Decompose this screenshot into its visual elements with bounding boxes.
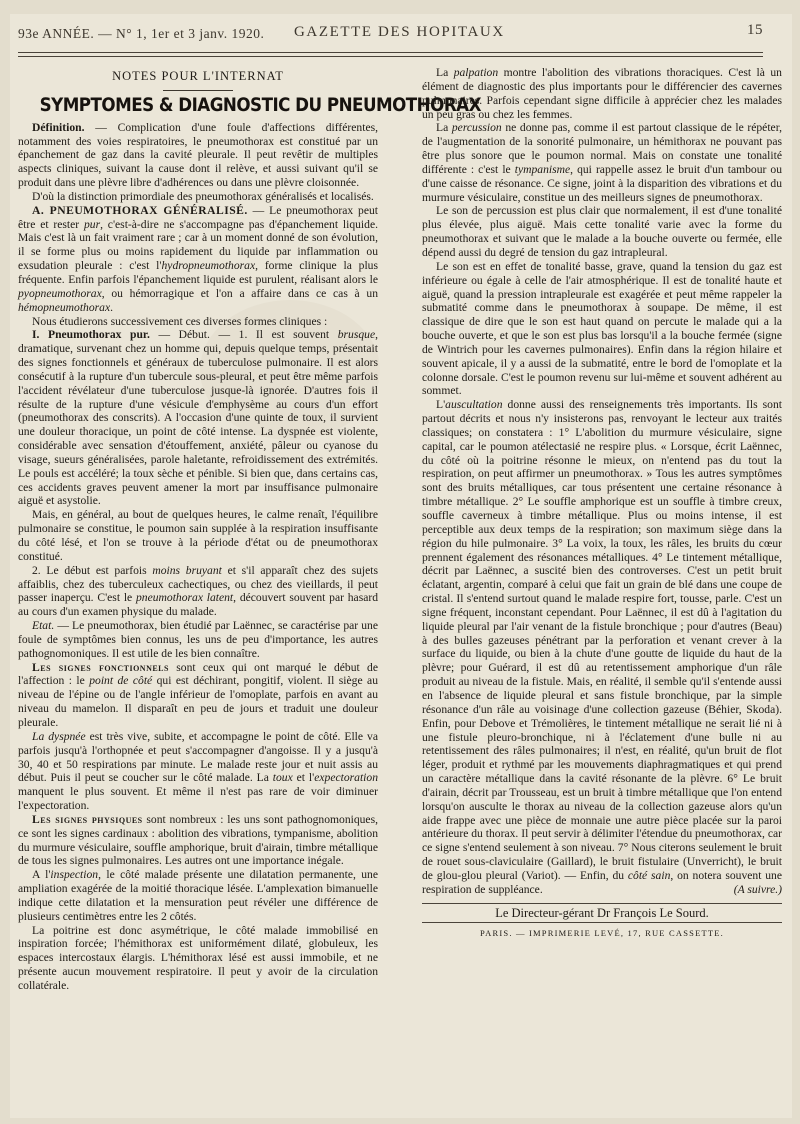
paragraph-text: , dramatique, survenant chez un homme qui, depuis quelque temps, présentait des signes fonctionnels et généraux de tuberculose pulmonaire. Il est alors consécutif à la rupture d'un tubercule sous-pleural, et peut être même parfois l'accident révélateur d'une tuberculose jusque-là ignorée. D'autres fois il résulte de la rupture d'une vésicule d'emphysème au cours d'un effort (pneumothorax des conscrits). A l'occasion d'une quinte de toux, il survient une douleur thoracique, un point de côté intense. La dyspnée est violente, considérable avec sensation d'étouffement, anxiété, pâleur ou cyanose du visage, sueurs généralisées, parole haletante, refroidissement des extrémités. Le pouls est accéléré; la toux sèche et pénible. Si bien que, dans certains cas, ces accidents graves peuvent amener la mort par insuffisance pulmonaire aiguë et asystolie. (18, 328, 378, 508)
italic-term: toux (272, 771, 293, 785)
paragraph-text: ne donne pas, comme il est partout classique de le répéter, de l'augmentation de la sonorité pulmonaire, un hémithorax ne pouvant pas être plus sonore que le poumon normal. Mais on constate une tonalité différente : c'est le (422, 121, 782, 176)
paragraph-definition (18, 121, 378, 190)
subsection-label: I. Pneumothorax pur. (32, 328, 150, 342)
issue-line: 93e ANNÉE. — N° 1, 1er et 3 janv. 1920. (18, 26, 265, 41)
paragraph-palpation (422, 66, 782, 121)
italic-term: hydropneumothorax (161, 259, 256, 273)
paragraph-text: , découvert souvent par hasard au cours d'un examen physique du malade. (18, 591, 379, 619)
term-definition: Définition. (32, 120, 85, 134)
paragraph-text: La (436, 66, 454, 79)
to-be-continued: (A suivre.) (733, 882, 782, 896)
italic-term: percussion (451, 121, 502, 135)
italic-term: brusque (337, 328, 376, 342)
paragraph-son-clair: Le son de percussion est plus clair que normalement, il est d'une tonalité plus élevée, plus aiguë. Mais cette tonalité varie avec la forme du pneumothorax et suivant que le malade a la bouche ouverte ou fermée, elle dépend aussi du degré de tension du gaz intrapleural. (422, 204, 782, 259)
paragraph-text: — Le pneumothorax, bien étudié par Laënnec, se caractérise par une foule de symptômes bien connus, les uns de peu d'importance, les autres pathognomoniques. Il est utile de les bien connaître. (18, 619, 378, 660)
paragraph-pur (18, 328, 378, 508)
italic-term: La dyspnée (32, 729, 86, 743)
italic-term: côté sain (627, 868, 671, 882)
printer-imprint: PARIS. — IMPRIMERIE LEVÉ, 17, RUE CASSETTE. (480, 928, 724, 939)
paragraph-son-tonalite: Le son est en effet de tonalité basse, grave, quand la tension du gaz est inférieure ou égale à celle de l'air atmosphérique. Il est de tonalité haute et aiguë, quand la pression intrapleurale est exagérée et peut même rappeler la submatité comme dans le pneumothorax à soupape. De même, il est classique de dire que le son est haut quand on percute le malade qui a la bouche ouverte, et que le son est plus bas lorsqu'il a la bouche fermée (signe de Wintrich pour les cavernes pulmonaires). Enfin dans la région hilaire et souvent apicale, il y a aussi de la submatité, entre le bord de l'omoplate et la colonne dorsale. C'est le poumon revenu sur lui-même et souvent adhérent au sommet. (422, 259, 782, 398)
paragraph-distinction: D'où la distinction primordiale des pneumothorax généralisés et localisés. (32, 189, 374, 203)
paragraph-dyspnee (18, 730, 378, 813)
paragraph-inspection (18, 868, 378, 923)
paragraph-text: manquent le plus souvent. Et même il n'est pas rare de voir diminuer l'expectoration. (18, 785, 378, 813)
italic-term: moins bruyant (152, 563, 222, 577)
paragraph-text: qui est déchirant, pongitif, violent. Il siège au niveau de l'épine ou de l'angle inférieur de l'omoplate, parfois en avant au niveau du mamelon. Il disparaît en peu de jours et traduit une douleur pleurale. (18, 674, 378, 729)
paragraph-signes-fonctionnels (18, 661, 378, 730)
footer-rule (422, 903, 782, 904)
italic-term: pyopneumothorax (18, 286, 102, 300)
italic-term: Etat. (32, 619, 55, 633)
paragraph-text: , ou hémorragique et l'on a affaire dans ce cas à un (101, 286, 378, 300)
page-number: 15 (747, 22, 763, 38)
right-column (422, 66, 782, 941)
paragraph-etudierons: Nous étudierons successivement ces diverses formes cliniques : (32, 314, 328, 328)
paragraph-auscultation (422, 398, 782, 896)
header-rule (18, 52, 763, 53)
paragraph-text: — Complication d'une foule d'affections différentes, notamment des voies respiratoires, le pneumothorax est constitué par un épanchement de gaz dans la cavité pleurale. Il peut revêtir de multiples aspects cliniques, suivant la cause dont il relève, et aussi suivant qu'il se produit dans une plèvre libre d'adhérences ou dans une plèvre cloisonnée. (18, 120, 378, 190)
footer-rule (422, 922, 782, 923)
paragraph-poitrine: La poitrine est donc asymétrique, le côté malade immobilisé en inspiration forcée; l'hémithorax est uniformément dilaté, globuleux, les espaces intercostaux élargis. L'hémithorax lésé est aussi immobile, et ne présente aucun mouvement respiratoire. Il peut y avoir de la circulation collatérale. (18, 923, 378, 992)
paragraph-text: , qui rappelle assez le bruit d'un tambour ou d'une caisse de résonance. Ce signe, joint à la disparition des vibrations et du murmure vésiculaire, constitue un des meilleurs signes de pneumothorax. (422, 162, 782, 204)
paragraph-text: sont ceux qui ont marqué le début de l'affection : le (18, 660, 378, 688)
italic-term: expectoration (314, 771, 378, 785)
paragraph-percussion (422, 121, 782, 204)
italic-term: hémopneumothorax (18, 300, 111, 314)
paragraph-text: — Début. — 1. Il est souvent (149, 328, 338, 342)
paragraph-text: A l' (32, 868, 51, 882)
italic-term: pur (83, 217, 101, 231)
paragraph-text: , c'est-à-dire ne s'accompagne pas d'épanchement liquide. Mais c'est là un fait vraiment rare ; car à un moment donné de son évolution, il se forme plus ou moins rapidement du liquide par inflammation ou exsudation pleurale : c'est l' (18, 217, 378, 273)
section-rule (163, 90, 233, 91)
journal-name: GAZETTE DES HOPITAUX (294, 24, 505, 40)
paragraph-text: , on notera souvent une respiration de suppléance. (422, 868, 782, 896)
subsection-label: A. PNEUMOTHORAX GÉNÉRALISÉ. (32, 203, 248, 217)
italic-term: auscultation (445, 398, 503, 412)
paragraph-mais: Mais, en général, au bout de quelques heures, le calme renaît, l'équilibre pulmonaire se constitue, le poumon sain supplée à la respiration insuffisante du côté lésé, et l'on se trouve à la période d'état ou de pneumothorax constitué. (18, 508, 378, 563)
header-rule (18, 56, 763, 57)
paragraph-text: — Le pneumothorax peut être et rester (18, 203, 378, 231)
italic-term: palpation (453, 66, 499, 79)
paragraph-text: et l' (292, 771, 315, 785)
paragraph-text: . (110, 300, 113, 314)
running-header (18, 20, 763, 46)
paragraph-text: La (436, 121, 452, 135)
subsection-label: Les signes fonctionnels (32, 660, 169, 674)
paragraph-text: , le côté malade présente une dilatation permanente, une ampliation exagérée de la moitié thoracique lésée. L'amplexation bimanuelle indique cette dilatation et la mensuration peut révéler une différence de plusieurs centimètres entre les 2 côtés. (18, 868, 378, 923)
section-heading: NOTES POUR L'INTERNAT (112, 69, 284, 83)
italic-term: pneumothorax latent (135, 591, 234, 605)
director-signature: Le Directeur-gérant Dr François Le Sourd. (495, 905, 709, 920)
paragraph-text: 2. Le début est parfois (32, 563, 153, 577)
article-title: SYMPTOMES & DIAGNOSTIC DU PNEUMOTHORAX (39, 93, 481, 116)
italic-term: tympanisme (514, 162, 571, 176)
italic-term: inspection (50, 868, 99, 882)
subsection-label: Les signes physiques (32, 812, 143, 826)
italic-term: point de côté (89, 674, 153, 688)
paragraph-text: , forme clinique la plus fréquente. Enfin parfois l'épanchement liquide est purulent, réalisant alors le (18, 259, 378, 286)
paragraph-etat (18, 619, 378, 661)
paragraph-latent (18, 564, 378, 619)
paragraph-text: L' (436, 398, 446, 412)
paragraph-generalise (18, 204, 378, 315)
paragraph-signes-physiques (18, 813, 378, 868)
paragraph-text: montre l'abolition des vibrations thoraciques. C'est là un élément de diagnostic des plus importants pour le différencier des cavernes pulmonaires. Parfois cependant signe difficile à apprécier chez les malades un peu gras ou chez les femmes. (422, 66, 782, 121)
paragraph-text: et s'il apparaît chez des sujets affaiblis, chez des tuberculeux cachectiques, ou chez des vieillards, il peut passer inaperçu. C'est le (18, 563, 378, 605)
paragraph-text: donne aussi des renseignements très importants. Ils sont partout décrits et nous n'y insisterons pas, renvoyant le lecteur aux traités classiques; on constatera : 1° L'abolition du murmure vésiculaire, signe capital, car le poumon atélectasié ne respire plus. « Lorsque, écrit Laënnec, du côté où la poitrine résonne le mieux, on n'entend pas du tout la respiration, on peut affirmer un pneumothorax. » Tous les autres symptômes sont des bruits métalliques, car tous présentent une certaine résonance à timbre métallique. 2° Le souffle amphorique est un souffle à timbre creux, souffle caverneux à timbre métallique. Plus ou moins intense, il est perceptible aux deux temps de la respiration; son maximum siège dans la région du hile pulmonaire. 3° La voix, la toux, les râles, les bruits du cœur prennent également des résonances métalliques. 4° Le tintement métallique, décrit par Laënnec, a suscité bien des controverses. C'est un petit bruit éclatant, argentin, comparé à celui que fait un grain de blé dans une coupe de cristal. Il s'entend surtout quand le malade respire fort, tousse, parle. C'est un signe fréquent, inconstant cependant. Pour Laënnec, il est dû à l'agitation du liquide pleural par l'air venant de la fistule bronchique ; pour d'autres (Beau) à des bulles gazeuses pénétrant par la perforation et venant crever à la surface du liquide, ou bien à la chute d'une goutte de liquide du haut de la plèvre; pour Guérard, il est dû au retentissement amphorique d'un râle produit au niveau de la fistule. Mais, en réalité, il semble qu'il s'entende aussi en l'absence de liquide pleural et sans fistule bronchique, par la simple résonance d'un râle au voisinage d'une collection gazeuse (Béhier, Skoda). Enfin, pour Debove et Trémolières, le tintement métallique ne serait lié ni à une fistule pleuro-bronchique, ni à l'éclatement d'une bulle ni au retentissement des râles pulmonaires; il n'est, en réalité, qu'un bruit de flot léger, produit et rythmé par les mouvements diaphragmatiques et qui prend un caractère métallique dans la cavité résonante de la plèvre. 6° Le bruit d'airain, décrit par Trousseau, est un bruit à timbre métallique que l'on entend lorsqu'on ausculte le thorax au niveau de la collection gazeuse alors qu'un aide frappe avec une pièce de monnaie une autre pièce placée sur la paroi antérieure du thorax. Il peut servir à délimiter l'étendue du pneumothorax, car ce signe s'entend seulement à son niveau. 7° Nous citerons seulement le bruit de rouet sous-claviculaire (Gaillard), le bruit fistulaire (Unverricht), le bruit de glou-glou pleural (Variot). — Enfin, du (422, 398, 782, 882)
paragraph-text: est très vive, subite, et accompagne le point de côté. Elle va parfois jusqu'à l'orthopnée et peut s'accompagner d'angoisse. Il y a jusqu'à 30, 40 et 50 respirations par minute. Le malade reste jour et nuit assis au début. Puis il peut se coucher sur le côté malade. La (18, 729, 378, 785)
paragraph-text: sont nombreux : les uns sont pathognomoniques, ce sont les signes cardinaux : abolition des vibrations, tympanisme, abolition du murmure vésiculaire, souffle amphorique, bruit d'airain, timbre métallique de tous les signes pulmonaires. Les autres ont une importance inégale. (18, 812, 378, 868)
